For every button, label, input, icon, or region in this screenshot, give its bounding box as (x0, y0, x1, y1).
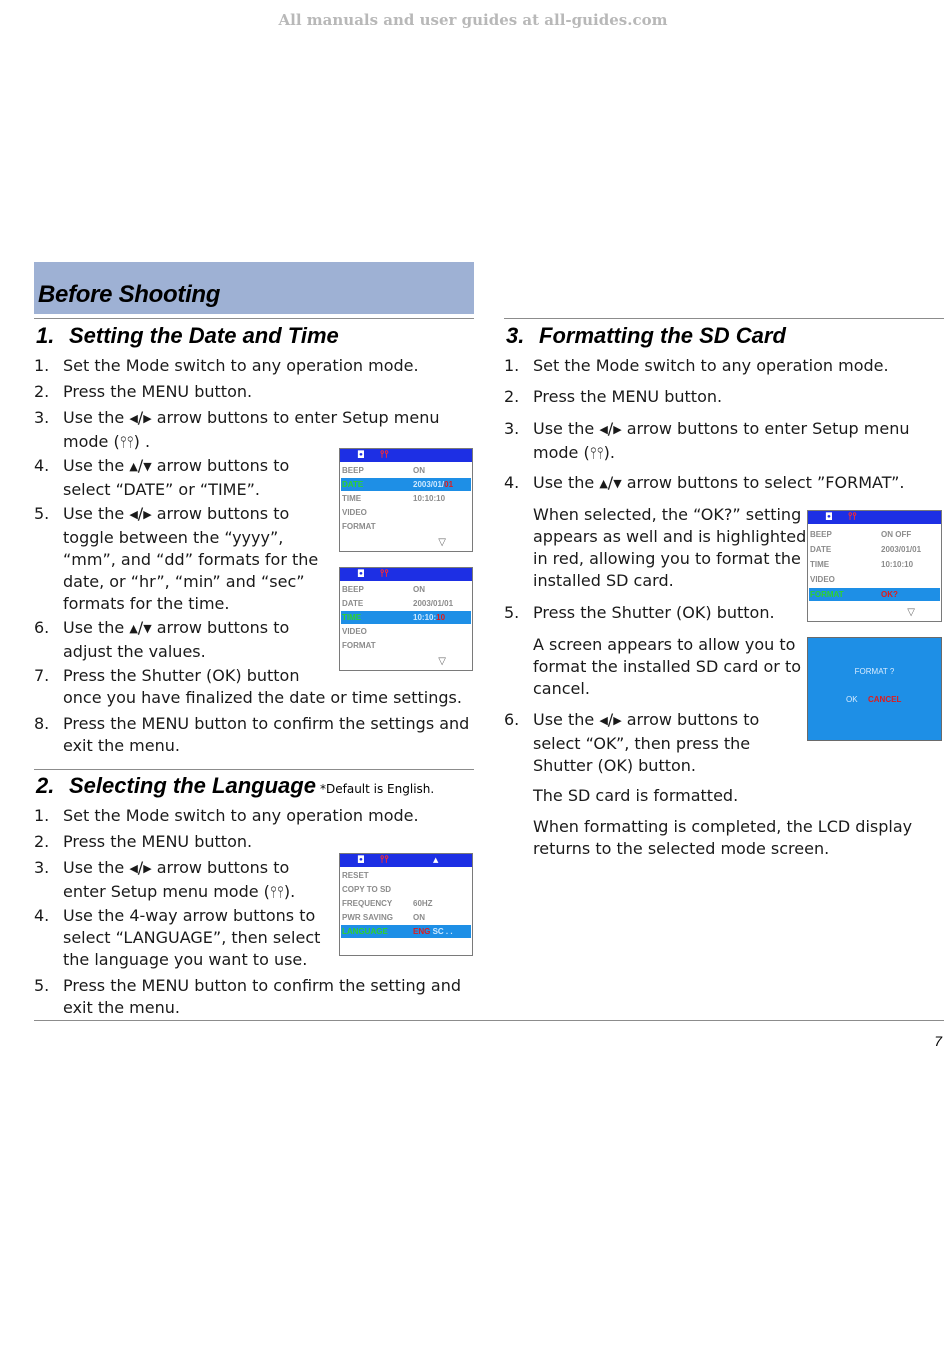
step-item (504, 418, 944, 462)
step-line: Shutter (OK) button. (533, 756, 697, 775)
lcd-menu-value: 10:10:10 (881, 560, 914, 569)
step-item (34, 805, 474, 827)
lcd-format-confirm-screen (807, 637, 942, 741)
format-screen-paragraph (533, 634, 801, 700)
step-line: Use the 4-way arrow buttons to (63, 906, 316, 925)
step-text (63, 831, 252, 853)
default-language-note: *Default is English. (320, 782, 435, 796)
lcd-header-bar (340, 449, 472, 462)
paragraph-line: appears as well and is highlighted (533, 527, 807, 546)
step-text (533, 355, 889, 377)
camera-icon: ◘ (357, 855, 365, 866)
step-line: select “OK”, then press the (533, 734, 751, 753)
lcd-menu-key: LANGUAGE (342, 927, 388, 936)
step-line: mode (⫯⫯). (533, 443, 615, 462)
paragraph-line: When selected, the “OK?” setting (533, 505, 802, 524)
divider (34, 1020, 944, 1021)
paragraph-line: in red, allowing you to format the (533, 549, 801, 568)
lcd-menu-key: PWR SAVING (342, 913, 393, 922)
lcd-menu-value: 10:10:10 (413, 494, 446, 503)
step-item (34, 355, 474, 377)
lcd-menu-key: FORMAT (810, 590, 844, 599)
lcd-menu-row (341, 520, 471, 533)
lcd-menu-row (341, 492, 471, 505)
step-text (533, 602, 775, 624)
lcd-header-bar (340, 854, 472, 867)
lcd-menu-key: BEEP (342, 466, 364, 475)
step-number: 2. (504, 387, 520, 406)
arrow-glyph: ◀ (129, 412, 138, 425)
lcd-menu-row (341, 478, 471, 491)
step-line: formats for the time. (63, 594, 230, 613)
lcd-value-highlight: OK? (881, 590, 898, 599)
step-item (34, 665, 474, 709)
step-text (533, 386, 722, 408)
lcd-value-highlight: ENG (413, 927, 431, 936)
lcd-menu-key: FREQUENCY (342, 899, 393, 908)
lcd-menu-row (809, 573, 940, 586)
step-text (63, 857, 295, 903)
ok-option: OK (846, 695, 858, 704)
lcd-menu-key: COPY TO SD (342, 885, 392, 894)
chapter-banner (34, 262, 474, 314)
paragraph-line: When formatting is completed, the LCD display (533, 817, 913, 836)
step-text (63, 713, 469, 757)
divider (34, 769, 474, 770)
lcd-menu-value: 2003/01/01 (413, 480, 454, 489)
step-number: 3. (504, 419, 520, 438)
lcd-menu-key: TIME (342, 613, 362, 622)
formatted-paragraph: The SD card is formatted. (533, 786, 739, 805)
step-line: Press the MENU button to confirm the settings and (63, 714, 470, 733)
paragraph-line: format the installed SD card or to (533, 657, 802, 676)
arrow-glyph: ▶ (143, 862, 152, 875)
section-number: 2. (36, 773, 55, 798)
step-number: 7. (34, 666, 50, 685)
lcd-menu-row (809, 543, 940, 556)
step-item (504, 386, 944, 408)
arrow-glyph: ◀ (129, 508, 138, 521)
step-line: mode (⫯⫯) . (63, 432, 151, 451)
step-line: the language you want to use. (63, 950, 308, 969)
section-title-text: Formatting the SD Card (539, 323, 786, 348)
step-text (533, 418, 910, 464)
lcd-menu-key: BEEP (810, 530, 832, 539)
arrow-glyph: ▼ (143, 622, 152, 635)
step-line: Use the ◀/▶ arrow buttons to (63, 503, 318, 527)
lcd-menu-row (341, 883, 471, 896)
step-number: 6. (504, 710, 520, 729)
step-line: “mm”, and “dd” formats for the (63, 550, 319, 569)
arrow-glyph: ▲ (129, 460, 138, 473)
lcd-menu-row (341, 925, 471, 938)
step-number: 4. (34, 906, 50, 925)
step-line: toggle between the “yyyy”, (63, 528, 284, 547)
step-item (34, 975, 474, 1019)
step-line: Press the MENU button. (63, 832, 253, 851)
step-line: Press the MENU button. (533, 387, 723, 406)
section-number: 3. (506, 323, 525, 348)
lcd-menu-row (341, 597, 471, 610)
lcd-menu-key: VIDEO (342, 627, 367, 636)
step-line: select “LANGUAGE”, then select (63, 928, 321, 947)
step-text (63, 407, 440, 453)
arrow-glyph: ▲ (129, 622, 138, 635)
step-line: Use the ◀/▶ arrow buttons to (63, 857, 295, 881)
lcd-value-highlight: 10 (436, 613, 446, 622)
step-line: enter Setup menu mode (⫯⫯). (63, 882, 296, 901)
arrow-glyph: ◀ (599, 423, 608, 436)
lcd-header-bar (808, 511, 941, 524)
lcd-menu-key: FORMAT (342, 641, 376, 650)
lcd-value-highlight: 01 (444, 480, 454, 489)
lcd-menu-row (341, 911, 471, 924)
step-line: Set the Mode switch to any operation mode. (533, 356, 889, 375)
section-number: 1. (36, 323, 55, 348)
step-text (63, 805, 419, 827)
format-question: FORMAT ? (854, 667, 895, 676)
step-item (34, 831, 474, 853)
lcd-menu-value: ENG SC . . (413, 927, 453, 936)
lcd-language-screen (339, 853, 473, 956)
section-title-language (36, 773, 316, 799)
step-number: 4. (34, 456, 50, 475)
chapter-title: Before Shooting (38, 281, 221, 308)
step-text (63, 503, 318, 615)
lcd-menu-value: ON (413, 913, 425, 922)
lcd-menu-value: ON (413, 585, 425, 594)
arrow-glyph: ▼ (613, 477, 622, 490)
arrow-glyph: ▶ (613, 714, 622, 727)
step-number: 8. (34, 714, 50, 733)
step-text (533, 472, 905, 496)
paragraph-line: A screen appears to allow you to (533, 635, 796, 654)
section-title-format (506, 323, 786, 349)
lcd-menu-key: DATE (342, 480, 364, 489)
lcd-menu-value (881, 588, 898, 601)
lcd-header-bar (340, 568, 472, 581)
arrow-glyph: ▲ (599, 477, 608, 490)
lcd-menu-key: TIME (810, 560, 830, 569)
step-number: 1. (34, 356, 50, 375)
lcd-menu-key: DATE (810, 545, 832, 554)
setup-tools-icon: ⫯⫯ (380, 449, 389, 460)
divider (34, 318, 474, 319)
lcd-menu-key: BEEP (342, 585, 364, 594)
lcd-menu-key: RESET (342, 871, 369, 880)
step-number: 3. (34, 408, 50, 427)
format-done-paragraph (533, 816, 912, 860)
step-line: Press the Shutter (OK) button. (533, 603, 775, 622)
step-line: Set the Mode switch to any operation mode. (63, 806, 419, 825)
scroll-down-icon: ▽ (438, 537, 446, 548)
step-text (533, 709, 759, 777)
lcd-menu-row (341, 611, 471, 624)
step-number: 4. (504, 473, 520, 492)
watermark: All manuals and user guides at all-guides.com (278, 11, 668, 29)
step-line: Press the MENU button. (63, 382, 253, 401)
step-text (63, 381, 252, 403)
arrow-glyph: ▼ (143, 460, 152, 473)
step-number: 5. (34, 976, 50, 995)
step-line: once you have finalized the date or time settings. (63, 688, 462, 707)
lcd-menu-key: VIDEO (810, 575, 835, 584)
cancel-option: CANCEL (868, 695, 902, 704)
lcd-menu-row (341, 869, 471, 882)
step-line: exit the menu. (63, 736, 180, 755)
arrow-glyph: ▶ (613, 423, 622, 436)
camera-icon: ◘ (357, 450, 365, 461)
step-item (504, 355, 944, 377)
arrow-glyph: ◀ (129, 862, 138, 875)
step-line: Use the ▲/▼ arrow buttons to select ”FORMAT”. (533, 472, 905, 496)
step-text (63, 665, 462, 709)
step-item (34, 407, 474, 451)
step-line: select “DATE” or “TIME”. (63, 480, 260, 499)
scroll-down-icon: ▽ (438, 656, 446, 667)
lcd-menu-value: ON OFF (881, 530, 912, 539)
lcd-menu-row (341, 583, 471, 596)
step-number: 6. (34, 618, 50, 637)
step-text (63, 975, 461, 1019)
step-number: 3. (34, 858, 50, 877)
step-number: 2. (34, 832, 50, 851)
step-item (34, 713, 474, 757)
lcd-menu-row (341, 464, 471, 477)
lcd-format-screen (807, 510, 942, 622)
lcd-menu-value: 60HZ (413, 899, 433, 908)
step-line: Use the ▲/▼ arrow buttons to (63, 617, 289, 641)
lcd-menu-key: FORMAT (342, 522, 376, 531)
lcd-menu-value: 10:10:10 (413, 613, 446, 622)
lcd-menu-row (809, 558, 940, 571)
step-line: Press the Shutter (OK) button (63, 666, 300, 685)
lcd-menu-key: TIME (342, 494, 362, 503)
step-line: Press the MENU button to confirm the setting and (63, 976, 461, 995)
camera-icon: ◘ (825, 512, 833, 523)
step-line: adjust the values. (63, 642, 206, 661)
divider (504, 318, 944, 319)
lcd-menu-row (341, 639, 471, 652)
step-number: 1. (34, 806, 50, 825)
lcd-menu-value: 2003/01/01 (881, 545, 922, 554)
step-text (63, 617, 289, 663)
lcd-menu-row (341, 506, 471, 519)
step-text (63, 455, 289, 501)
lcd-menu-value: 2003/01/01 (413, 599, 454, 608)
lcd-menu-key: VIDEO (342, 508, 367, 517)
step-item (34, 381, 474, 403)
step-number: 2. (34, 382, 50, 401)
arrow-glyph: ▶ (143, 508, 152, 521)
step-line: Use the ▲/▼ arrow buttons to (63, 455, 289, 479)
section-title-text: Setting the Date and Time (69, 323, 339, 348)
lcd-menu-row (809, 588, 940, 601)
format-ok-paragraph (533, 504, 806, 592)
setup-tools-icon: ⫯⫯ (380, 854, 389, 865)
step-item (504, 472, 944, 494)
scroll-down-icon: ▽ (907, 607, 915, 618)
step-text (63, 355, 419, 377)
step-number: 1. (504, 356, 520, 375)
lcd-date-screen (339, 448, 473, 552)
section-title-date-time (36, 323, 339, 349)
step-line: exit the menu. (63, 998, 180, 1017)
setup-tools-icon: ⫯⫯ (380, 568, 389, 579)
step-line: Use the ◀/▶ arrow buttons to enter Setup menu (63, 407, 440, 431)
step-line: Use the ◀/▶ arrow buttons to enter Setup menu (533, 418, 910, 442)
lcd-menu-row (341, 625, 471, 638)
scroll-up-icon: ▲ (433, 856, 439, 864)
lcd-menu-value: ON (413, 466, 425, 475)
page-number: 7 (934, 1033, 942, 1049)
section-title-text: Selecting the Language (69, 773, 316, 798)
lcd-menu-key: DATE (342, 599, 364, 608)
arrow-glyph: ◀ (599, 714, 608, 727)
paragraph-line: returns to the selected mode screen. (533, 839, 830, 858)
lcd-menu-row (341, 897, 471, 910)
arrow-glyph: ▶ (143, 412, 152, 425)
paragraph-line: installed SD card. (533, 571, 674, 590)
step-text (63, 905, 320, 971)
step-number: 5. (34, 504, 50, 523)
step-line: Set the Mode switch to any operation mode. (63, 356, 419, 375)
step-line: date, or “hr”, “min” and “sec” (63, 572, 305, 591)
setup-tools-icon: ⫯⫯ (848, 511, 857, 522)
lcd-time-screen (339, 567, 473, 671)
lcd-menu-row (809, 528, 940, 541)
step-number: 5. (504, 603, 520, 622)
step-line: Use the ◀/▶ arrow buttons to (533, 709, 759, 733)
paragraph-line: cancel. (533, 679, 590, 698)
camera-icon: ◘ (357, 569, 365, 580)
